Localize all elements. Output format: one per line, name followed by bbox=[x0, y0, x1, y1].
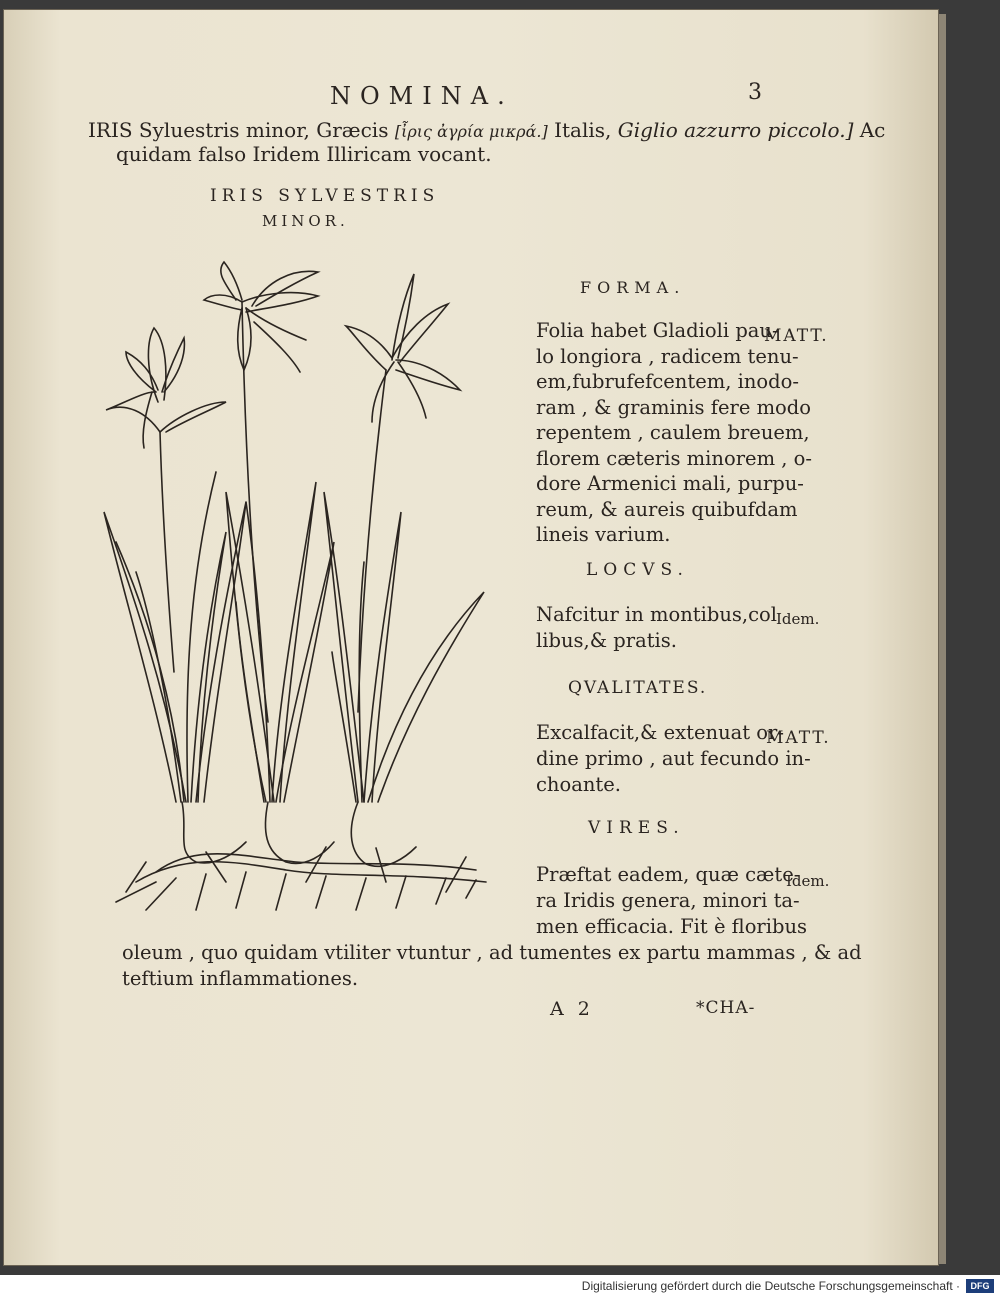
intro-text-c: Ac bbox=[859, 118, 886, 142]
heading-locus: LOCVS. bbox=[586, 560, 689, 580]
heading-qualitates: QVALITATES. bbox=[568, 678, 708, 698]
intro-text-b: Italis, bbox=[554, 118, 612, 142]
signature-mark: A 2 bbox=[550, 998, 594, 1020]
intro-greek: [ἶρις ἀγρία μικρά.] bbox=[394, 122, 548, 141]
margin-note-vires: Idem. bbox=[786, 872, 830, 890]
footer-credit-text: Digitalisierung gefördert durch die Deutsche Forschungsgemeinschaft · bbox=[581, 1279, 960, 1293]
forma-line: repentem , caulem breuem, bbox=[536, 421, 810, 444]
book-page bbox=[4, 10, 938, 1265]
locus-text bbox=[536, 602, 777, 654]
intro-line-1 bbox=[88, 118, 885, 142]
vires-full-text bbox=[122, 940, 862, 992]
forma-text bbox=[536, 318, 812, 548]
heading-forma: FORMA. bbox=[580, 278, 686, 297]
vires-line: ra Iridis genera, minori ta- bbox=[536, 889, 800, 912]
qualitates-text bbox=[536, 720, 811, 798]
locus-line: Nafcitur in montibus,col bbox=[536, 603, 777, 626]
forma-line: em,fubrufefcentem, inodo- bbox=[536, 370, 799, 393]
page-number: 3 bbox=[748, 80, 762, 105]
forma-line: dore Armenici mali, purpu- bbox=[536, 472, 804, 495]
figure-caption-line-2: MINOR. bbox=[262, 212, 349, 230]
margin-note-forma: MATT. bbox=[764, 326, 829, 346]
margin-note-qualitates: MATT. bbox=[766, 728, 831, 748]
vires-full-line: oleum , quo quidam vtiliter vtuntur , ad tumentes ex partu mammas , & ad bbox=[122, 941, 862, 964]
running-head: NOMINA. bbox=[330, 82, 514, 110]
forma-line: reum, & aureis quibufdam bbox=[536, 497, 798, 521]
intro-text-a: IRIS Syluestris minor, Græcis bbox=[88, 118, 389, 142]
forma-line: lo longiora , radicem tenu- bbox=[536, 344, 799, 368]
intro-italian: Giglio azzurro piccolo.] bbox=[617, 118, 854, 142]
vires-line: Præftat eadem, quæ cæte- bbox=[536, 863, 801, 886]
margin-note-locus: Idem. bbox=[776, 610, 820, 628]
intro-line-2: quidam falso Iridem Illiricam vocant. bbox=[116, 142, 492, 166]
iris-woodcut-illustration bbox=[96, 242, 496, 914]
vires-text bbox=[536, 862, 807, 940]
figure-caption-line-1: IRIS SYLVESTRIS bbox=[210, 186, 440, 206]
page-edge bbox=[938, 14, 946, 1264]
qualitates-line: choante. bbox=[536, 773, 621, 796]
catchword: *CHA- bbox=[696, 998, 756, 1018]
locus-line: libus,& pratis. bbox=[536, 629, 677, 652]
forma-line: ram , & graminis fere modo bbox=[536, 395, 812, 419]
qualitates-line: Excalfacit,& extenuat or- bbox=[536, 721, 784, 744]
digitization-footer bbox=[0, 1276, 1000, 1297]
vires-line: men efficacia. Fit è floribus bbox=[536, 915, 808, 938]
forma-line: lineis varium. bbox=[536, 523, 671, 546]
heading-vires: VIRES. bbox=[588, 818, 685, 838]
forma-line: Folia habet Gladioli pau- bbox=[536, 319, 779, 342]
dfg-logo-icon: DFG bbox=[966, 1279, 994, 1293]
forma-line: florem cæteris minorem , o- bbox=[536, 446, 812, 470]
vires-full-line: teftium inflammationes. bbox=[122, 967, 359, 990]
qualitates-line: dine primo , aut fecundo in- bbox=[536, 747, 811, 770]
